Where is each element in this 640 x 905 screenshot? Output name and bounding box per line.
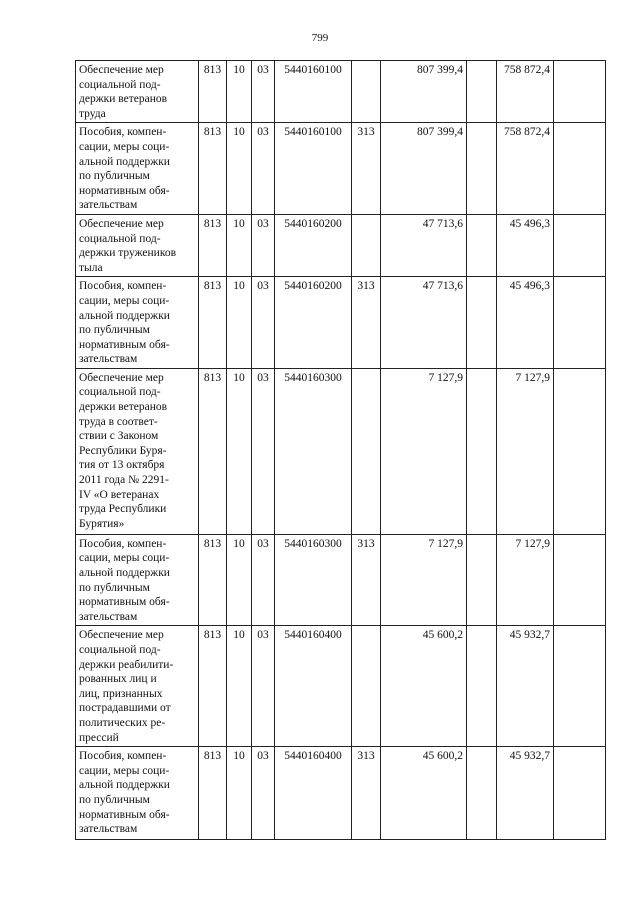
table-row xyxy=(76,277,606,369)
amount-year-2: 45 496,3 xyxy=(497,214,554,276)
target-article-code: 5440160200 xyxy=(275,214,352,276)
table-row xyxy=(76,368,606,534)
item-name-line: Пособия, компен- xyxy=(79,280,167,293)
item-name-line: держки реабилити- xyxy=(79,658,174,671)
item-name-line: альной поддержки xyxy=(79,779,170,792)
amount-year-2: 758 872,4 xyxy=(497,61,554,123)
admin-code: 813 xyxy=(199,277,227,369)
item-name-line: альной поддержки xyxy=(79,309,170,322)
target-article-code: 5440160400 xyxy=(275,747,352,840)
item-name-line: Пособия, компен- xyxy=(79,537,167,550)
empty-cell xyxy=(554,534,606,626)
empty-cell xyxy=(467,368,497,534)
expense-type-code: 313 xyxy=(352,123,381,215)
item-name-line: по публичным xyxy=(79,170,150,183)
item-name-line: тия от 13 октября xyxy=(79,459,165,472)
amount-year-2: 45 496,3 xyxy=(497,277,554,369)
amount-year-1: 47 713,6 xyxy=(381,214,467,276)
item-name-line: социальной под- xyxy=(79,386,161,399)
item-name xyxy=(76,368,199,534)
item-name-line: сации, меры соци- xyxy=(79,140,170,153)
item-name-line: труда Республики xyxy=(79,503,167,516)
item-name-line: Пособия, компен- xyxy=(79,126,167,139)
expense-type-code: 313 xyxy=(352,277,381,369)
target-article-code: 5440160100 xyxy=(275,123,352,215)
empty-cell xyxy=(467,214,497,276)
expense-type-code xyxy=(352,626,381,747)
item-name xyxy=(76,534,199,626)
item-name-line: Обеспечение мер xyxy=(79,371,164,384)
item-name-line: Пособия, компен- xyxy=(79,750,167,763)
item-name xyxy=(76,61,199,123)
amount-year-2: 45 932,7 xyxy=(497,626,554,747)
subsection-code: 03 xyxy=(252,626,275,747)
amount-year-1: 45 600,2 xyxy=(381,747,467,840)
item-name-line: социальной под- xyxy=(79,78,161,91)
section-code: 10 xyxy=(227,214,252,276)
item-name-line: зательствам xyxy=(79,823,138,836)
amount-year-2: 7 127,9 xyxy=(497,534,554,626)
amount-year-1: 807 399,4 xyxy=(381,123,467,215)
empty-cell xyxy=(554,123,606,215)
expense-type-code xyxy=(352,368,381,534)
amount-year-1: 7 127,9 xyxy=(381,368,467,534)
item-name-line: Бурятия» xyxy=(79,517,125,530)
table-row xyxy=(76,747,606,840)
empty-cell xyxy=(467,277,497,369)
item-name-line: пострадавшими от xyxy=(79,702,171,715)
empty-cell xyxy=(554,214,606,276)
target-article-code: 5440160300 xyxy=(275,534,352,626)
amount-year-2: 45 932,7 xyxy=(497,747,554,840)
item-name-line: нормативным обя- xyxy=(79,808,170,821)
item-name-line: зательствам xyxy=(79,199,138,212)
item-name-line: нормативным обя- xyxy=(79,596,170,609)
subsection-code: 03 xyxy=(252,747,275,840)
section-code: 10 xyxy=(227,626,252,747)
admin-code: 813 xyxy=(199,534,227,626)
item-name xyxy=(76,747,199,840)
subsection-code: 03 xyxy=(252,534,275,626)
section-code: 10 xyxy=(227,534,252,626)
item-name-line: сации, меры соци- xyxy=(79,294,170,307)
empty-cell xyxy=(554,277,606,369)
item-name-line: рованных лиц и xyxy=(79,673,157,686)
subsection-code: 03 xyxy=(252,277,275,369)
table-row xyxy=(76,123,606,215)
expense-type-code: 313 xyxy=(352,747,381,840)
table-row xyxy=(76,626,606,747)
item-name-line: по публичным xyxy=(79,324,150,337)
budget-table xyxy=(75,60,606,840)
item-name-line: труда xyxy=(79,107,106,120)
section-code: 10 xyxy=(227,747,252,840)
section-code: 10 xyxy=(227,123,252,215)
table-body xyxy=(76,61,606,840)
section-code: 10 xyxy=(227,368,252,534)
item-name-line: социальной под- xyxy=(79,644,161,657)
item-name-line: держки ветеранов xyxy=(79,401,168,414)
empty-cell xyxy=(554,61,606,123)
item-name-line: IV «О ветеранах xyxy=(79,488,160,501)
empty-cell xyxy=(554,368,606,534)
item-name-line: труда в соответ- xyxy=(79,415,158,428)
table-row xyxy=(76,214,606,276)
item-name-line: сации, меры соци- xyxy=(79,552,170,565)
target-article-code: 5440160100 xyxy=(275,61,352,123)
amount-year-2: 7 127,9 xyxy=(497,368,554,534)
admin-code: 813 xyxy=(199,747,227,840)
empty-cell xyxy=(467,626,497,747)
item-name-line: альной поддержки xyxy=(79,155,170,168)
expense-type-code: 313 xyxy=(352,534,381,626)
amount-year-1: 45 600,2 xyxy=(381,626,467,747)
target-article-code: 5440160300 xyxy=(275,368,352,534)
section-code: 10 xyxy=(227,61,252,123)
item-name-line: прессий xyxy=(79,731,119,744)
target-article-code: 5440160400 xyxy=(275,626,352,747)
item-name-line: Республики Буря- xyxy=(79,444,167,457)
item-name-line: сации, меры соци- xyxy=(79,764,170,777)
subsection-code: 03 xyxy=(252,123,275,215)
admin-code: 813 xyxy=(199,626,227,747)
item-name-line: тыла xyxy=(79,261,103,274)
item-name-line: зательствам xyxy=(79,610,138,623)
item-name-line: социальной под- xyxy=(79,232,161,245)
target-article-code: 5440160200 xyxy=(275,277,352,369)
item-name-line: нормативным обя- xyxy=(79,338,170,351)
subsection-code: 03 xyxy=(252,214,275,276)
admin-code: 813 xyxy=(199,368,227,534)
amount-year-1: 47 713,6 xyxy=(381,277,467,369)
subsection-code: 03 xyxy=(252,61,275,123)
empty-cell xyxy=(467,534,497,626)
item-name-line: Обеспечение мер xyxy=(79,64,164,76)
empty-cell xyxy=(554,747,606,840)
item-name-line: держки тружеников xyxy=(79,247,177,260)
table-row xyxy=(76,61,606,123)
empty-cell xyxy=(554,626,606,747)
item-name-line: Обеспечение мер xyxy=(79,629,164,642)
item-name xyxy=(76,214,199,276)
item-name-line: 2011 года № 2291- xyxy=(79,474,169,487)
item-name xyxy=(76,277,199,369)
empty-cell xyxy=(467,747,497,840)
expense-type-code xyxy=(352,214,381,276)
admin-code: 813 xyxy=(199,123,227,215)
item-name-line: ствии с Законом xyxy=(79,430,159,443)
item-name-line: лиц, признанных xyxy=(79,687,163,700)
item-name xyxy=(76,626,199,747)
item-name-line: Обеспечение мер xyxy=(79,217,164,230)
item-name-line: политических ре- xyxy=(79,717,166,729)
expense-type-code xyxy=(352,61,381,123)
admin-code: 813 xyxy=(199,61,227,123)
item-name-line: по публичным xyxy=(79,793,150,806)
section-code: 10 xyxy=(227,277,252,369)
item-name-line: по публичным xyxy=(79,581,150,594)
amount-year-1: 7 127,9 xyxy=(381,534,467,626)
item-name-line: нормативным обя- xyxy=(79,184,170,197)
item-name-line: зательствам xyxy=(79,353,138,366)
amount-year-1: 807 399,4 xyxy=(381,61,467,123)
item-name xyxy=(76,123,199,215)
item-name-line: альной поддержки xyxy=(79,567,170,580)
table-row xyxy=(76,534,606,626)
empty-cell xyxy=(467,61,497,123)
amount-year-2: 758 872,4 xyxy=(497,123,554,215)
item-name-line: держки ветеранов xyxy=(79,93,168,106)
subsection-code: 03 xyxy=(252,368,275,534)
admin-code: 813 xyxy=(199,214,227,276)
empty-cell xyxy=(467,123,497,215)
page-number: 799 xyxy=(311,32,329,44)
